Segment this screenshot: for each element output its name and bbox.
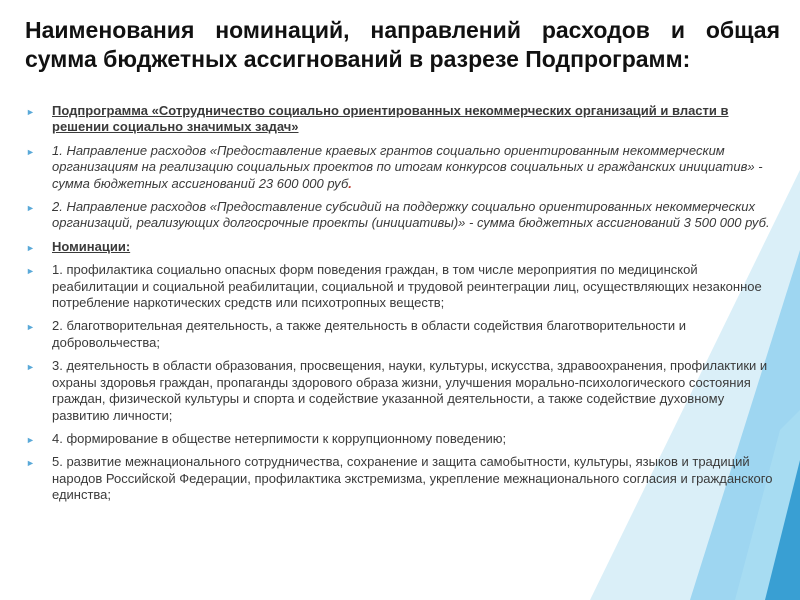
slide-title: Наименования номинаций, направлений расходов и общая сумма бюджетных ассигнований в разрезе Подпрограмм: bbox=[25, 17, 780, 72]
nomination-item-3 bbox=[25, 358, 773, 424]
subprogram-item bbox=[25, 103, 773, 136]
nominations-heading-item bbox=[25, 239, 773, 255]
nomination-item-2 bbox=[25, 318, 773, 351]
bullet-arrow-icon: ► bbox=[26, 362, 35, 373]
direction-amount: 3 500 000 руб. bbox=[683, 215, 770, 231]
bullet-arrow-icon: ► bbox=[26, 434, 35, 445]
direction-item-2 bbox=[25, 199, 773, 232]
bullet-arrow-icon: ► bbox=[26, 203, 35, 214]
direction-item-1 bbox=[25, 143, 773, 192]
nomination-text: 2. благотворительная деятельность, а также деятельность в области содействия благотворительности и добровольчества; bbox=[52, 318, 687, 350]
nomination-text: 1. профилактика социально опасных форм поведения граждан, в том числе мероприятия по медицинской реабилитации и социальной реабилитации, социальной и трудовой реинтеграции лиц, осуществляющих незаконное потребление наркотических средств или психотропных веществ; bbox=[52, 262, 762, 311]
nomination-text: 5. развитие межнационального сотрудничества, сохранение и защита самобытности, культуры, языков и традиций народов Российской Федерации, профилактика экстремизма, укрепление межнационального согласия и гражданского единства; bbox=[52, 454, 773, 503]
nomination-item-4 bbox=[25, 431, 773, 447]
nominations-heading: Номинации: bbox=[52, 238, 131, 254]
nomination-text: 4. формирование в обществе нетерпимости к коррупционному поведению; bbox=[52, 430, 507, 446]
bullet-arrow-icon: ► bbox=[26, 242, 35, 253]
direction-amount: 23 600 000 руб bbox=[258, 175, 349, 191]
direction-text: 1. Направление расходов «Предоставление краевых грантов социально ориентированным некоммерческим организациям на реализацию социальных проектов по итогам конкурсов социальных и гражданских инициатив» - сумма бюджетных ассигнований bbox=[52, 142, 763, 191]
nomination-item-5 bbox=[25, 454, 773, 503]
bullet-arrow-icon: ► bbox=[26, 458, 35, 469]
content-list bbox=[25, 103, 773, 511]
bullet-arrow-icon: ► bbox=[26, 107, 35, 117]
nomination-text: 3. деятельность в области образования, просвещения, науки, культуры, искусства, здравоохранения, профилактики и охраны здоровья граждан, пропаганды здорового образа жизни, улучшения морально-психологического состояния граждан, физической культуры и спорта и содействие указанной деятельности, а также содействие духовному развитию личности; bbox=[52, 358, 768, 423]
direction-end: . bbox=[348, 175, 352, 191]
bullet-arrow-icon: ► bbox=[26, 322, 35, 333]
subprogram-title: Подпрограмма «Сотрудничество социально ориентированных некоммерческих организаций и власти в решении социально значимых задач» bbox=[52, 103, 729, 135]
bullet-arrow-icon: ► bbox=[26, 266, 35, 277]
nomination-item-1 bbox=[25, 262, 773, 311]
bullet-arrow-icon: ► bbox=[26, 146, 35, 157]
direction-text: 2. Направление расходов «Предоставление субсидий на поддержку социально ориентированных некоммерческих организаций, реализующих долгосрочные проекты (инициативы)» - сумма бюджетных ассигнований bbox=[52, 199, 755, 231]
